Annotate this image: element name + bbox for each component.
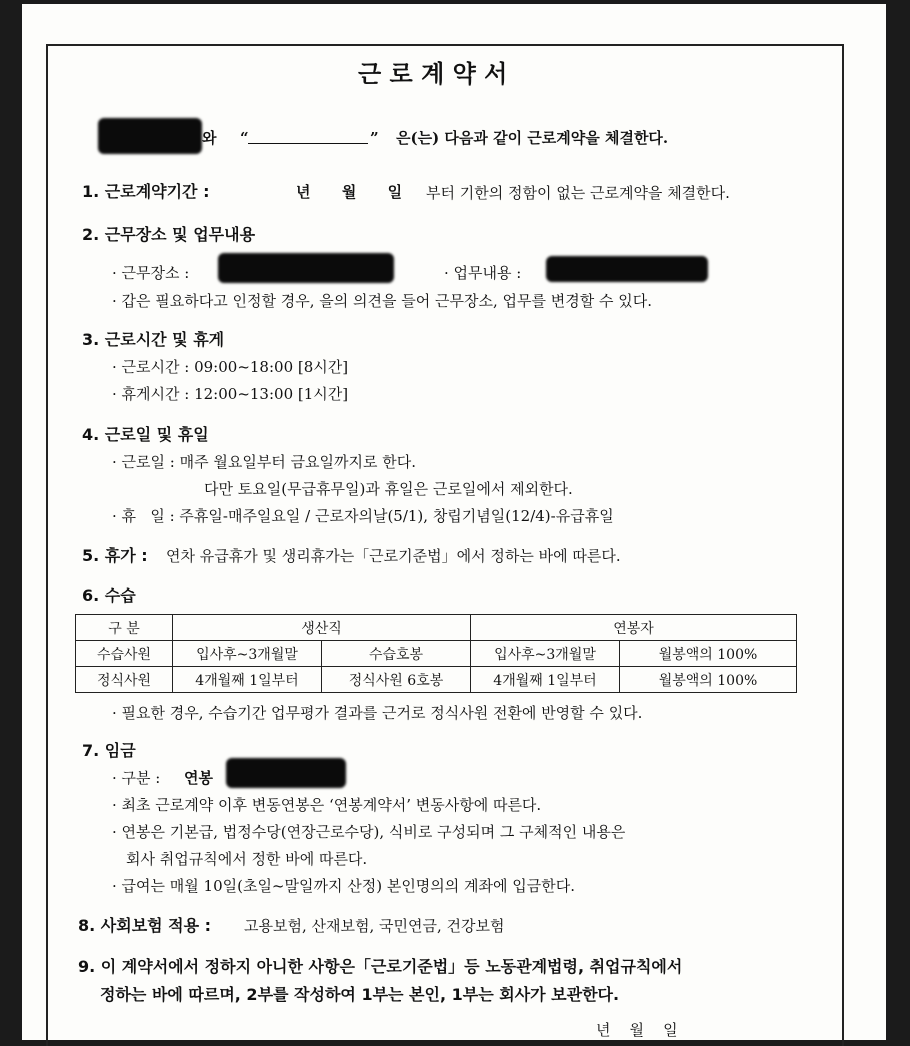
s2-task-label: · 업무내용 :: [444, 264, 522, 282]
s1-text: 부터 기한의 정함이 없는 근로계약을 체결한다.: [426, 184, 730, 202]
s5-heading: 5. 휴가 :: [82, 546, 148, 565]
table-cell: 수습호봉: [322, 641, 471, 667]
s9-line1: 9. 이 계약서에서 정하지 아니한 사항은「근로기준법」등 노동관계법령, 취업규칙에서: [78, 957, 683, 976]
table-header-row: [76, 615, 797, 641]
s2-note: · 갑은 필요하다고 인정할 경우, 을의 의견을 들어 근무장소, 업무를 변경할 수 있다.: [112, 292, 652, 310]
table-header-cell: 연봉자: [471, 615, 797, 641]
s7-line3: 회사 취업규칙에서 정한 바에 따른다.: [126, 850, 368, 868]
table-cell: 수습사원: [76, 641, 173, 667]
s3-work-hours: · 근로시간 : 09:00~18:00 [8시간]: [112, 358, 349, 376]
intro-blank: [248, 128, 368, 148]
table-header-cell: 구 분: [76, 615, 173, 641]
s7-kind-label: · 구분 :: [112, 769, 161, 787]
redaction-employer: [98, 118, 202, 154]
s9-line2: 정하는 바에 따르며, 2부를 작성하여 1부는 본인, 1부는 회사가 보관한다.: [100, 985, 620, 1004]
intro-quote-close: ”: [370, 129, 379, 147]
redaction-salary: [226, 758, 346, 788]
table-cell: 월봉액의 100%: [620, 641, 797, 667]
table-cell: 정식사원: [76, 667, 173, 693]
s4-workday: · 근로일 : 매주 월요일부터 금요일까지로 한다.: [112, 453, 417, 471]
s1-heading: 1. 근로계약기간 :: [82, 182, 210, 201]
redaction-task: [546, 256, 708, 282]
table-row: [76, 641, 797, 667]
s4-holiday: · 휴 일 : 주휴일-매주일요일 / 근로자의날(5/1), 창립기념일(12/4)-유급휴일: [112, 507, 614, 525]
table-cell: 입사후~3개월말: [173, 641, 322, 667]
redaction-place: [218, 253, 394, 283]
table-cell: 정식사원 6호봉: [322, 667, 471, 693]
s2-heading: 2. 근무장소 및 업무내용: [82, 225, 256, 244]
s6-heading: 6. 수습: [82, 586, 136, 605]
s7-line2: · 연봉은 기본급, 법정수당(연장근로수당), 식비로 구성되며 그 구체적인 내용은: [112, 823, 626, 841]
s4-heading: 4. 근로일 및 휴일: [82, 425, 209, 444]
s7-line1: · 최초 근로계약 이후 변동연봉은 ‘연봉계약서’ 변동사항에 따른다.: [112, 796, 542, 814]
probation-table: [75, 614, 797, 693]
table-cell: 4개월째 1일부터: [173, 667, 322, 693]
s7-line4: · 급여는 매월 10일(초일~말일까지 산정) 본인명의의 계좌에 입금한다.: [112, 877, 576, 895]
s5-text: 연차 유급휴가 및 생리휴가는「근로기준법」에서 정하는 바에 따른다.: [166, 547, 621, 565]
date-footer: 년 월 일: [596, 1021, 678, 1039]
s7-heading: 7. 임금: [82, 741, 136, 760]
s1-date: 년 월 일: [296, 183, 403, 201]
s7-kind-value: 연봉: [184, 769, 213, 787]
table-cell: 월봉액의 100%: [620, 667, 797, 693]
table-row: [76, 667, 797, 693]
document-title: 근 로 계 약 서: [358, 60, 508, 88]
table-cell: 4개월째 1일부터: [471, 667, 620, 693]
table-cell: 입사후~3개월말: [471, 641, 620, 667]
s8-heading: 8. 사회보험 적용 :: [78, 916, 212, 935]
s4-workday-note: 다만 토요일(무급휴무일)과 휴일은 근로일에서 제외한다.: [204, 480, 573, 498]
intro-quote-open: “: [240, 129, 249, 147]
s3-heading: 3. 근로시간 및 휴게: [82, 330, 225, 349]
s6-note: · 필요한 경우, 수습기간 업무평가 결과를 근거로 정식사원 전환에 반영할 수 있다.: [112, 704, 643, 722]
intro-text: 은(는) 다음과 같이 근로계약을 체결한다.: [396, 129, 669, 147]
s3-rest-hours: · 휴게시간 : 12:00~13:00 [1시간]: [112, 385, 349, 403]
intro-party-a: 와: [202, 129, 217, 147]
s8-text: 고용보험, 산재보험, 국민연금, 건강보험: [244, 917, 505, 935]
table-header-cell: 생산직: [173, 615, 471, 641]
s2-place-label: · 근무장소 :: [112, 264, 190, 282]
